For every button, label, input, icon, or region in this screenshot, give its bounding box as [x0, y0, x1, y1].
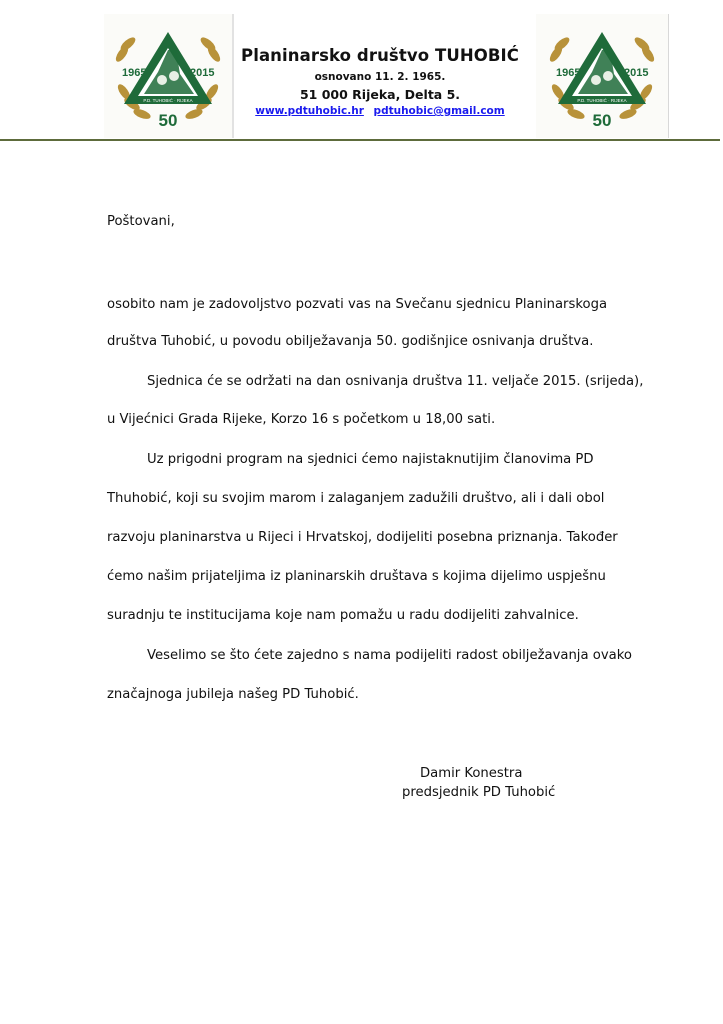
- club-logo-right: [536, 14, 669, 138]
- header-divider: [0, 139, 720, 141]
- body-line: razvoju planinarstva u Rijeci i Hrvatskoj, dodijeliti posebna priznanja. Također: [107, 530, 618, 545]
- signatory-name: Damir Konestra: [420, 766, 523, 781]
- organization-name: Planinarsko društvo TUHOBIĆ: [241, 46, 519, 65]
- anniversary-emblem-icon: [104, 14, 232, 138]
- salutation: Poštovani,: [107, 214, 175, 229]
- svg-text:50: 50: [592, 111, 612, 130]
- svg-text:P.D. TUHOBIĆ · RIJEKA: P.D. TUHOBIĆ · RIJEKA: [577, 98, 627, 103]
- body-line: Thuhobić, koji su svojim marom i zalaganjem zadužili društvo, ali i dali obol: [107, 491, 605, 506]
- body-line: Veselimo se što ćete zajedno s nama podijeliti radost obilježavanja ovako: [147, 648, 632, 663]
- body-line: u Vijećnici Grada Rijeke, Korzo 16 s početkom u 18,00 sati.: [107, 412, 496, 427]
- body-line: suradnju te institucijama koje nam pomažu u radu dodijeliti zahvalnice.: [107, 608, 579, 623]
- svg-text:2015: 2015: [624, 67, 649, 79]
- body-line: Uz prigodni program na sjednici ćemo najistaknutijim članovima PD: [147, 452, 594, 467]
- body-line: osobito nam je zadovoljstvo pozvati vas na Svečanu sjednicu Planinarskoga: [107, 297, 608, 312]
- svg-text:P.D. TUHOBIĆ · RIJEKA: P.D. TUHOBIĆ · RIJEKA: [143, 98, 193, 103]
- club-logo-left: [104, 14, 233, 138]
- website-link[interactable]: www.pdtuhobic.hr: [255, 105, 364, 117]
- body-line: društva Tuhobić, u povodu obilježavanja 50. godišnjice osnivanja društva.: [107, 334, 594, 349]
- address: 51 000 Rijeka, Delta 5.: [299, 87, 461, 102]
- letterhead: [232, 14, 526, 138]
- svg-text:1965: 1965: [556, 67, 581, 79]
- founded-date: osnovano 11. 2. 1965.: [314, 71, 446, 83]
- contact-links: [234, 105, 526, 117]
- email-link[interactable]: pdtuhobic@gmail.com: [373, 105, 505, 117]
- signatory-title: predsjednik PD Tuhobić: [402, 785, 556, 800]
- svg-text:50: 50: [158, 111, 178, 130]
- body-line: ćemo našim prijateljima iz planinarskih društava s kojima dijelimo uspješnu: [107, 569, 606, 584]
- anniversary-emblem-icon: [536, 14, 668, 138]
- svg-text:1965: 1965: [122, 67, 147, 79]
- svg-text:2015: 2015: [190, 67, 215, 79]
- body-line: značajnoga jubileja našeg PD Tuhobić.: [107, 687, 359, 702]
- body-line: Sjednica će se održati na dan osnivanja društva 11. veljače 2015. (srijeda),: [147, 374, 644, 389]
